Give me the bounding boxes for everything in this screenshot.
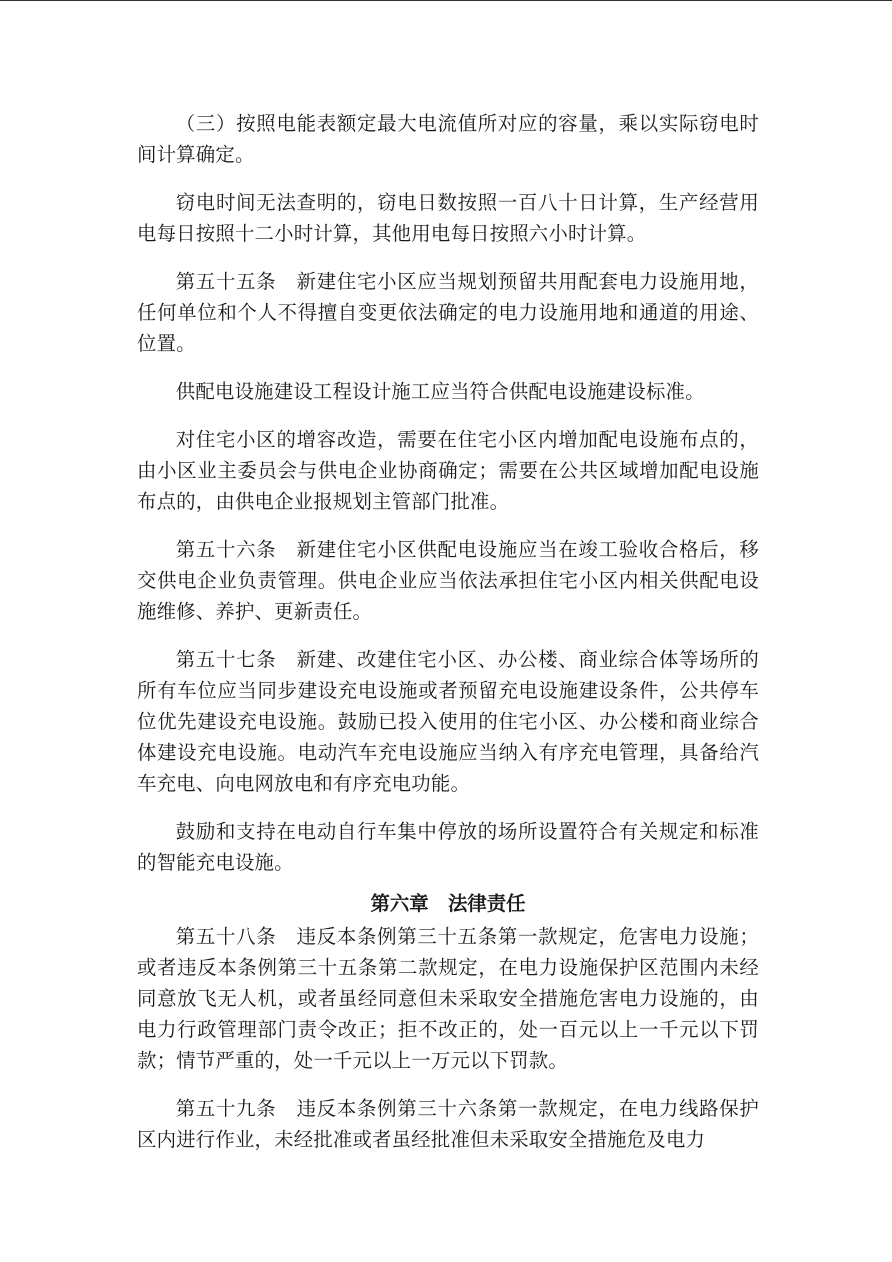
- article-59: 第五十九条 违反本条例第三十六条第一款规定，在电力线路保护区内进行作业，未经批准或者虽经批准但未采取安全措施危及电力: [137, 1097, 759, 1151]
- document-page: [137, 108, 759, 1155]
- article-56: 第五十六条 新建住宅小区供配电设施应当在竣工验收合格后，移交供电企业负责管理。供电企业应当依法承担住宅小区内相关供配电设施维修、养护、更新责任。: [137, 538, 759, 623]
- article-58: 第五十八条 违反本条例第三十五条第一款规定，危害电力设施；或者违反本条例第三十五条第二款规定，在电力设施保护区范围内未经同意放飞无人机，或者虽经同意但未采取安全措施危害电力设施的，由电力行政管理部门责令改正；拒不改正的，处一百元以上一千元以下罚款；情节严重的，处一千元以上一万元以下罚款。: [137, 925, 759, 1072]
- paragraph-theft-duration: 窃电时间无法查明的，窃电日数按照一百八十日计算，生产经营用电每日按照十二小时计算，其他用电每日按照六小时计算。: [137, 191, 759, 245]
- paragraph-ebike-charging: 鼓励和支持在电动自行车集中停放的场所设置符合有关规定和标准的智能充电设施。: [137, 820, 759, 874]
- paragraph-construction-standard: 供配电设施建设工程设计施工应当符合供配电设施建设标准。: [175, 380, 705, 403]
- paragraph-capacity-upgrade: 对住宅小区的增容改造，需要在住宅小区内增加配电设施布点的，由小区业主委员会与供电企业协商确定；需要在公共区域增加配电设施布点的，由供电企业报规划主管部门批准。: [137, 428, 759, 513]
- top-border-line: [0, 0, 892, 1]
- chapter-heading: 第六章 法律责任: [370, 892, 526, 915]
- article-55: 第五十五条 新建住宅小区应当规划预留共用配套电力设施用地，任何单位和个人不得擅自变更依法确定的电力设施用地和通道的用途、位置。: [137, 270, 759, 355]
- article-57: 第五十七条 新建、改建住宅小区、办公楼、商业综合体等场所的所有车位应当同步建设充电设施或者预留充电设施建设条件，公共停车位优先建设充电设施。鼓励已投入使用的住宅小区、办公楼和商业综合体建设充电设施。电动汽车充电设施应当纳入有序充电管理，具备给汽车充电、向电网放电和有序充电功能。: [137, 648, 759, 795]
- paragraph-item3-capacity: （三）按照电能表额定最大电流值所对应的容量，乘以实际窃电时间计算确定。: [137, 112, 759, 166]
